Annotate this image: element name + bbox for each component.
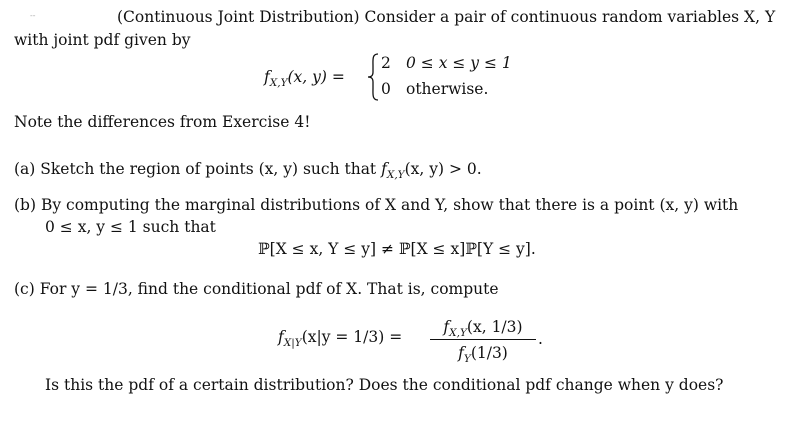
pdf-case1-value: 2 — [381, 54, 391, 72]
pdf-case2-condition: otherwise. — [406, 80, 489, 98]
corner-mark: -- — [30, 11, 36, 20]
part-c-question: Is this the pdf of a certain distribution? Does the conditional pdf change when y does? — [45, 376, 724, 394]
fraction-bar — [430, 339, 536, 340]
part-b-line2: 0 ≤ x, y ≤ 1 such that — [45, 218, 216, 236]
conditional-pdf-lhs: $f_{X|Y}(x|y = 1/3)$ = — [278, 328, 403, 349]
part-a: (a) Sketch the region of points (x, y) such that $f_{X,Y}(x$, y) > 0. — [14, 160, 482, 181]
equation-period: . — [538, 330, 543, 348]
joint-pdf-lhs: $f_{X,Y}(x$, y) = — [264, 68, 345, 89]
part-b-equation: ℙ[X ≤ x, Y ≤ y] ≠ ℙ[X ≤ x]ℙ[Y ≤ y]. — [258, 240, 536, 258]
note-text: Note the differences from Exercise 4! — [14, 113, 311, 131]
part-b-line1: (b) By computing the marginal distributions of X and Y, show that there is a point (x, y) with — [14, 196, 739, 214]
conditional-pdf-denominator: $f_Y(1/3)$ — [458, 344, 508, 365]
left-brace — [366, 52, 380, 102]
part-c-line1: (c) For y = 1/3, find the conditional pdf of X. That is, compute — [14, 280, 499, 298]
pdf-case1-condition: 0 ≤ x ≤ y ≤ 1 — [406, 54, 512, 72]
pdf-case2-value: 0 — [381, 80, 391, 98]
conditional-pdf-numerator: $f_{X,Y}(x$, 1/3) — [443, 318, 523, 339]
exercise-header-line1: (Continuous Joint Distribution) Consider a pair of continuous random variables X, Y — [117, 8, 776, 26]
exercise-header-line2: with joint pdf given by — [14, 31, 191, 49]
